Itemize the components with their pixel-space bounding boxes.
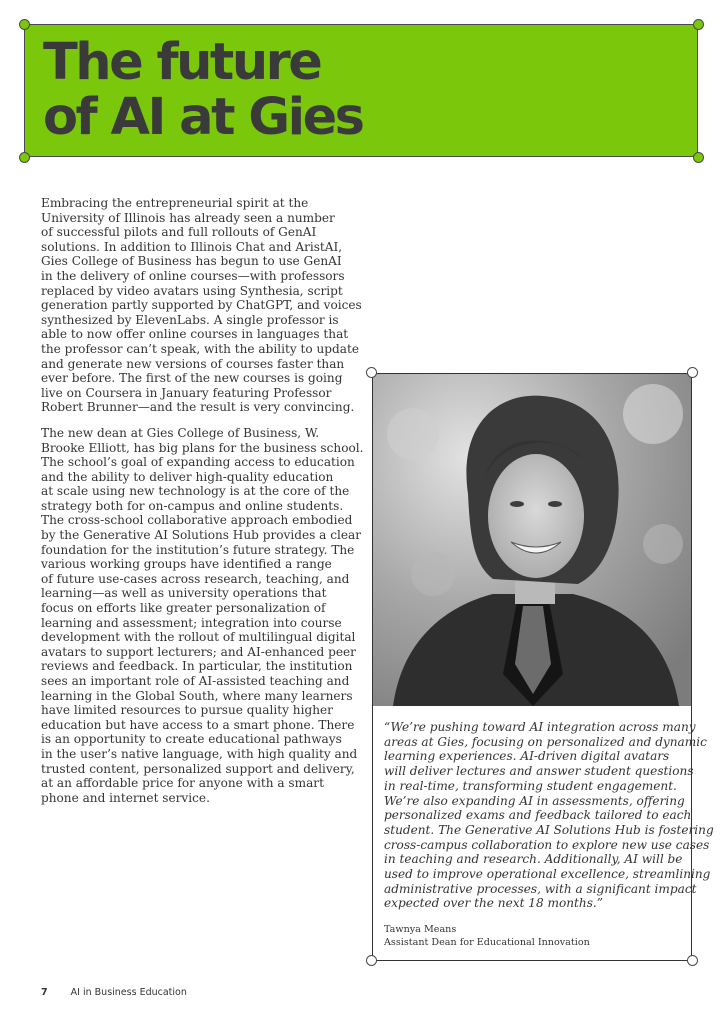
text-line: in real-time, transforming student engagement. bbox=[384, 778, 677, 793]
text-line: development with the rollout of multilingual digital bbox=[41, 630, 356, 645]
publication-name: AI in Business Education bbox=[70, 987, 187, 998]
card-dot-bottom-left bbox=[366, 955, 377, 966]
text-line: the professor can’t speak, with the ability to update bbox=[41, 341, 359, 356]
corner-dot-top-left bbox=[19, 19, 30, 30]
title-banner bbox=[24, 24, 698, 157]
text-line: administrative processes, with a significant impact bbox=[384, 881, 697, 896]
text-line: reviews and feedback. In particular, the institution bbox=[41, 659, 353, 674]
text-line: learning—as well as university operations that bbox=[41, 586, 327, 601]
text-line: trusted content, personalized support and delivery, bbox=[41, 761, 355, 776]
text-line: cross-campus collaboration to explore new use cases bbox=[384, 837, 710, 852]
text-line: learning in the Global South, where many learners bbox=[41, 688, 353, 703]
text-line: in teaching and research. Additionally, AI will be bbox=[384, 852, 683, 867]
text-line: expected over the next 18 months.” bbox=[384, 896, 603, 911]
text-line: focus on efforts like greater personalization of bbox=[41, 601, 326, 616]
text-line: The cross-school collaborative approach embodied bbox=[41, 513, 353, 528]
text-line: University of Illinois has already seen a number bbox=[41, 210, 335, 225]
text-line: in the delivery of online courses—with professors bbox=[41, 268, 345, 283]
text-line: areas at Gies, focusing on personalized and dynamic bbox=[384, 734, 707, 749]
text-line: foundation for the institution’s future strategy. The bbox=[41, 542, 355, 557]
body-text bbox=[41, 196, 364, 816]
text-line: synthesized by ElevenLabs. A single professor is bbox=[41, 312, 339, 327]
card-dot-top-right bbox=[687, 367, 698, 378]
card-dot-bottom-right bbox=[687, 955, 698, 966]
corner-dot-top-right bbox=[693, 19, 704, 30]
text-line: strategy both for on-campus and online students. bbox=[41, 498, 344, 513]
text-line: various working groups have identified a range bbox=[41, 557, 332, 572]
text-line: Embracing the entrepreneurial spirit at the bbox=[41, 196, 309, 210]
text-line: able to now offer online courses in languages that bbox=[41, 327, 349, 342]
text-line: by the Generative AI Solutions Hub provides a clear bbox=[41, 528, 362, 543]
corner-dot-bottom-right bbox=[693, 152, 704, 163]
quote-author-name: Tawnya Means bbox=[384, 924, 457, 935]
quote-attribution bbox=[384, 924, 590, 949]
text-line: sees an important role of AI-assisted teaching and bbox=[41, 674, 350, 688]
text-line: replaced by video avatars using Synthesia, script bbox=[41, 283, 343, 298]
card-dot-top-left bbox=[366, 367, 377, 378]
page-title bbox=[43, 35, 363, 145]
paragraph-2 bbox=[41, 425, 364, 805]
page-title-line-1: The future bbox=[43, 33, 321, 92]
text-line: will deliver lectures and answer student questions bbox=[384, 764, 694, 779]
text-line: Gies College of Business has begun to use GenAI bbox=[41, 254, 342, 269]
text-line: at scale using new technology is at the core of the bbox=[41, 484, 350, 499]
quote-card bbox=[372, 373, 714, 961]
text-line: “We’re pushing toward AI integration across many bbox=[384, 720, 696, 734]
text-line: learning and assessment; integration into course bbox=[41, 615, 342, 630]
text-line: phone and internet service. bbox=[41, 790, 210, 805]
text-line: The school’s goal of expanding access to education bbox=[41, 455, 355, 470]
text-line: at an affordable price for anyone with a smart bbox=[41, 776, 324, 791]
text-line: Brooke Elliott, has big plans for the business school. bbox=[41, 440, 364, 455]
paragraph-1 bbox=[41, 196, 362, 415]
text-line: is an opportunity to create educational pathways bbox=[41, 732, 342, 747]
text-line: ever before. The first of the new courses is going bbox=[41, 371, 343, 386]
portrait-illustration bbox=[373, 374, 691, 706]
text-line: have limited resources to pursue quality higher bbox=[41, 703, 333, 718]
text-line: generation partly supported by ChatGPT, and voices bbox=[41, 298, 362, 313]
pull-quote bbox=[384, 720, 714, 911]
text-line: and the ability to deliver high-quality education bbox=[41, 469, 334, 484]
text-line: in the user’s native language, with high quality and bbox=[41, 746, 358, 761]
text-line: avatars to support lecturers; and AI-enhanced peer bbox=[41, 644, 356, 659]
text-line: education but have access to a smart phone. There bbox=[41, 717, 355, 732]
portrait-photo bbox=[373, 374, 691, 706]
corner-dot-bottom-left bbox=[19, 152, 30, 163]
text-line: live on Coursera in January featuring Professor bbox=[41, 385, 332, 400]
text-line: used to improve operational excellence, streamlining bbox=[384, 867, 711, 882]
text-line: personalized exams and feedback tailored to each bbox=[384, 808, 692, 823]
text-line: of successful pilots and full rollouts of GenAI bbox=[41, 225, 317, 240]
text-line: The new dean at Gies College of Business, W. bbox=[41, 425, 320, 440]
page-number: 7 bbox=[41, 987, 48, 998]
page-footer bbox=[41, 987, 187, 998]
text-line: solutions. In addition to Illinois Chat and AristAI, bbox=[41, 239, 343, 254]
text-line: and generate new versions of courses faster than bbox=[41, 356, 345, 371]
text-line: Robert Brunner—and the result is very convincing. bbox=[41, 400, 355, 415]
text-line: of future use-cases across research, teaching, and bbox=[41, 571, 350, 586]
quote-author-role: Assistant Dean for Educational Innovation bbox=[384, 936, 590, 948]
text-line: student. The Generative AI Solutions Hub is fostering bbox=[384, 822, 714, 837]
text-line: We’re also expanding AI in assessments, offering bbox=[384, 793, 685, 808]
text-line: learning experiences. AI-driven digital avatars bbox=[384, 749, 670, 764]
page-title-line-2: of AI at Gies bbox=[43, 88, 363, 147]
